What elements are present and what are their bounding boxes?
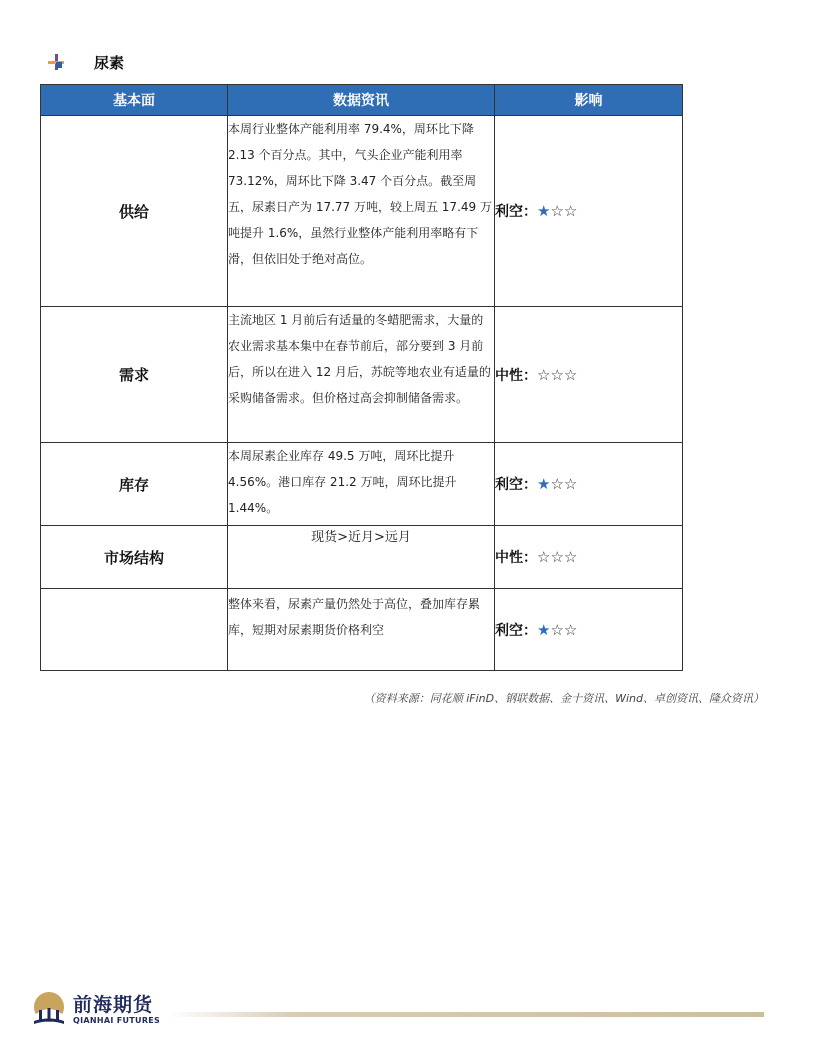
row-category: 库存	[41, 443, 228, 526]
row-category	[41, 589, 228, 671]
rating-stars	[537, 475, 577, 493]
star-empty-icon: ☆	[563, 202, 578, 220]
row-impact	[495, 589, 683, 671]
row-impact	[495, 307, 683, 443]
star-empty-icon: ☆	[550, 620, 564, 639]
footer-divider	[170, 1012, 764, 1017]
rating-stars	[537, 621, 577, 639]
fundamentals-table	[40, 84, 683, 671]
table-header-row	[41, 85, 683, 116]
bullet-icon	[46, 52, 66, 72]
rating-stars	[537, 548, 577, 566]
brand-name-en: QIANHAI FUTURES	[73, 1015, 161, 1025]
star-empty-icon: ☆	[550, 202, 564, 220]
source-note: （资料来源：同花顺 iFinD、钢联数据、金十资讯、Wind、卓创资讯、隆众资讯）	[363, 692, 764, 705]
row-impact	[495, 526, 683, 589]
qianhai-logo-icon	[30, 990, 68, 1028]
row-category: 市场结构	[41, 526, 228, 589]
rating-stars	[537, 366, 577, 384]
row-info: 整体来看，尿素产量仍然处于高位，叠加库存累库，短期对尿素期货价格利空	[228, 589, 495, 671]
rating-stars	[537, 202, 577, 220]
star-empty-icon: ☆	[550, 365, 564, 384]
footer-logo	[30, 990, 160, 1028]
star-empty-icon: ☆	[563, 475, 578, 493]
impact-label: 利空：	[495, 622, 537, 639]
row-info: 本周行业整体产能利用率 79.4%，周环比下降 2.13 个百分点。其中，气头企业产能利用率 73.12%，周环比下降 3.47 个百分点。截至周五，尿素日产为 17.77 万吨，较上周五 17.49 万吨提升 1.6%，虽然行业整体产能利用率略有下滑，但依旧处于绝对高位。	[228, 116, 495, 307]
star-empty-icon: ☆	[537, 548, 551, 566]
impact-label: 利空：	[495, 477, 537, 493]
star-filled-icon: ★	[537, 620, 551, 639]
star-empty-icon: ☆	[563, 620, 578, 639]
row-impact	[495, 443, 683, 526]
star-empty-icon: ☆	[563, 548, 578, 566]
star-empty-icon: ☆	[550, 475, 564, 493]
header-impact: 影响	[495, 85, 683, 116]
star-empty-icon: ☆	[550, 548, 564, 566]
impact-label: 利空：	[495, 204, 537, 220]
header-fundamentals: 基本面	[41, 85, 228, 116]
section-heading	[46, 52, 124, 72]
star-filled-icon: ★	[537, 475, 551, 493]
header-data-info: 数据资讯	[228, 85, 495, 116]
table-row-market-structure	[41, 526, 683, 589]
star-empty-icon: ☆	[563, 365, 578, 384]
impact-label: 中性：	[495, 550, 537, 566]
row-category: 供给	[41, 116, 228, 307]
table-row-summary	[41, 589, 683, 671]
star-empty-icon: ☆	[537, 365, 551, 384]
row-impact	[495, 116, 683, 307]
table-row-inventory	[41, 443, 683, 526]
table-row-demand	[41, 307, 683, 443]
row-category: 需求	[41, 307, 228, 443]
section-title: 尿素	[94, 53, 125, 72]
row-info: 本周尿素企业库存 49.5 万吨，周环比提升 4.56%。港口库存 21.2 万吨，周环比提升 1.44%。	[228, 443, 495, 526]
row-info: 主流地区 1 月前后有适量的冬蜡肥需求，大量的农业需求基本集中在春节前后，部分要到 3 月前后，所以在进入 12 月后，苏皖等地农业有适量的采购储备需求。但价格过高会抑制储备需求。	[228, 307, 495, 443]
row-info: 现货>近月>远月	[228, 526, 495, 589]
star-filled-icon: ★	[537, 202, 551, 220]
brand-name-cn: 前海期货	[73, 993, 154, 1016]
table-row-supply	[41, 116, 683, 307]
impact-label: 中性：	[495, 367, 537, 384]
